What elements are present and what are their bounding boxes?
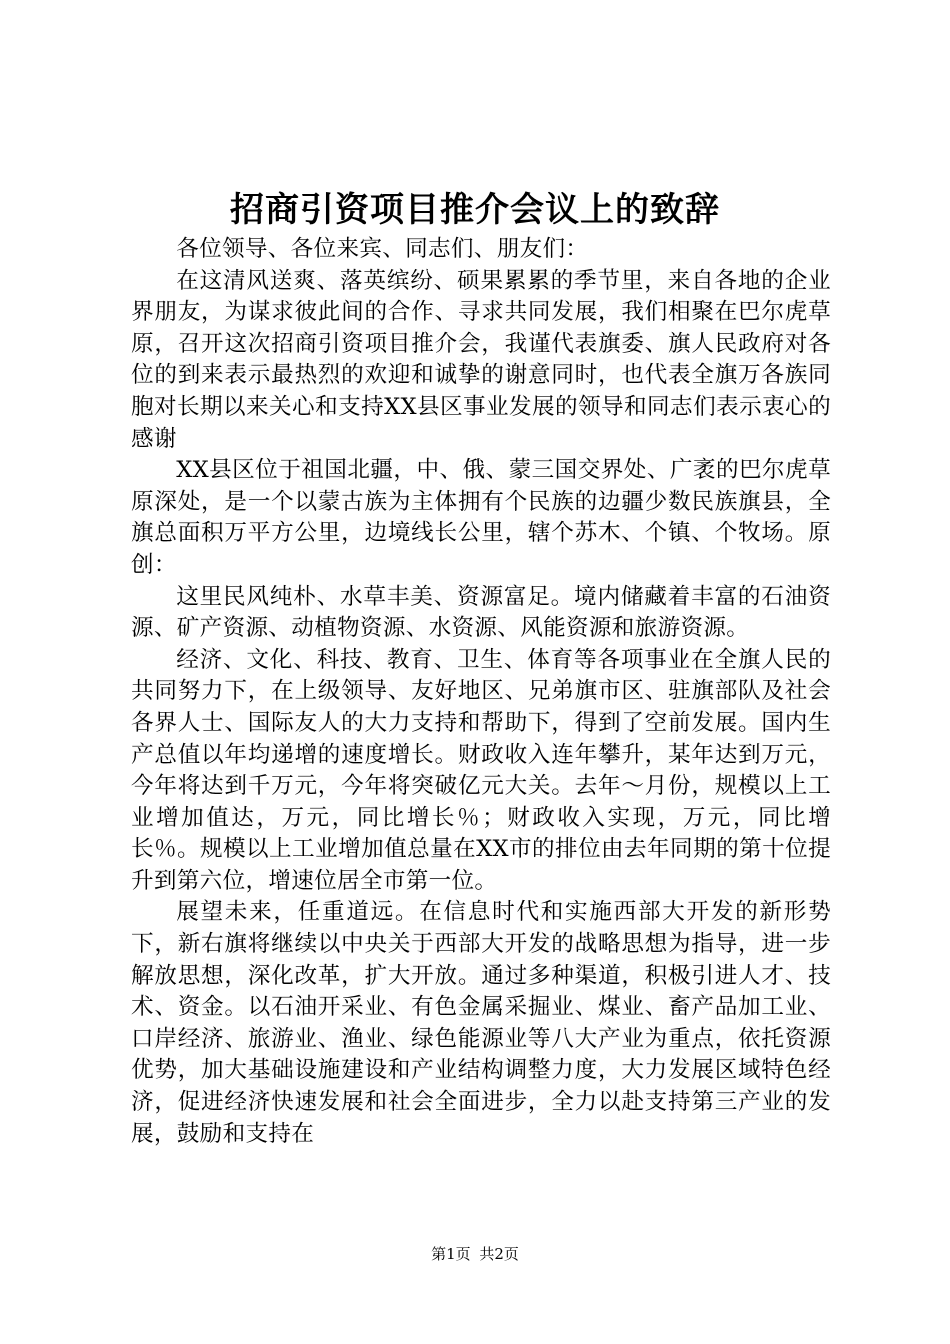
body-paragraph: 经济、文化、科技、教育、卫生、体育等各项事业在全旗人民的共同努力下，在上级领导、友好地区、兄弟旗市区、驻旗部队及社会各界人士、国际友人的大力支持和帮助下，得到了空前发展。国内生产总值以年均递增的速度增长。财政收入连年攀升，某年达到万元，今年将达到千万元，今年将突破亿元大关。去年～月份，规模以上工业增加值达，万元，同比增长％；财政收入实现，万元，同比增长％。规模以上工业增加值总量在XX市的排位由去年同期的第十位提升到第六位，增速位居全市第一位。 bbox=[131, 646, 832, 894]
body-paragraph: 在这清风送爽、落英缤纷、硕果累累的季节里，来自各地的企业界朋友，为谋求彼此间的合作、寻求共同发展，我们相聚在巴尔虎草原，召开这次招商引资项目推介会，我谨代表旗委、旗人民政府对各位的到来表示最热烈的欢迎和诚挚的谢意同时，也代表全旗万各族同胞对长期以来关心和支持XX县区事业发展的领导和同志们表示衷心的感谢 bbox=[131, 267, 832, 452]
page-footer bbox=[0, 1244, 950, 1264]
page-number: 第1页 bbox=[431, 1245, 471, 1263]
salutation-paragraph: 各位领导、各位来宾、同志们、朋友们： bbox=[176, 236, 589, 262]
document-body bbox=[131, 234, 831, 1150]
body-paragraph: 展望未来，任重道远。在信息时代和实施西部大开发的新形势下，新右旗将继续以中央关于西部大开发的战略思想为指导，进一步解放思想，深化改革，扩大开放。通过多种渠道，积极引进人才、技术、资金。以石油开采业、有色金属采掘业、煤业、畜产品加工业、口岸经济、旅游业、渔业、绿色能源业等八大产业为重点，依托资源优势，加大基础设施建设和产业结构调整力度，大力发展区域特色经济，促进经济快速发展和社会全面进步，全力以赴支持第三产业的发展，鼓励和支持在 bbox=[131, 899, 831, 1147]
document-title: 招商引资项目推介会议上的致辞 bbox=[230, 190, 720, 230]
body-paragraph: XX县区位于祖国北疆，中、俄、蒙三国交界处、广袤的巴尔虎草原深处，是一个以蒙古族为主体拥有个民族的边疆少数民族旗县，全旗总面积万平方公里，边境线长公里，辖个苏木、个镇、个牧场。原创： bbox=[131, 457, 831, 578]
page-total: 共2页 bbox=[479, 1245, 519, 1263]
body-paragraph: 这里民风纯朴、水草丰美、资源富足。境内储藏着丰富的石油资源、矿产资源、动植物资源、水资源、风能资源和旅游资源。 bbox=[131, 583, 831, 642]
